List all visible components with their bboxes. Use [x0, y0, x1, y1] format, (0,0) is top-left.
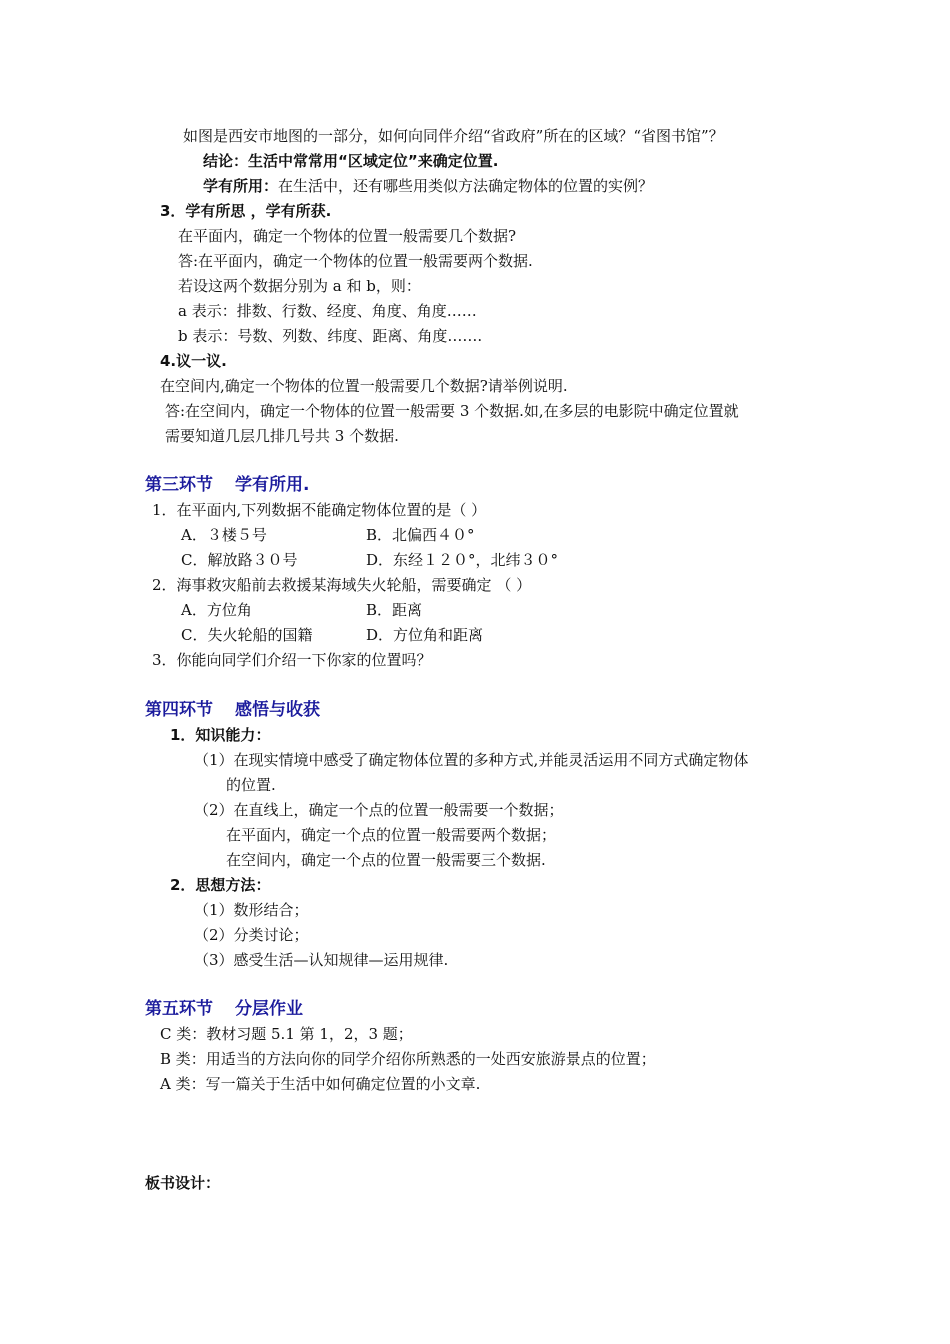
section5-heading	[145, 998, 303, 1020]
item3-title: 3．学有所思 ，学有所获.	[160, 202, 332, 220]
apply-text: 在生活中，还有哪些用类似方法确定物体的位置的实例？	[278, 177, 654, 195]
section3-heading	[145, 474, 309, 496]
section5-subtitle: 分层作业	[235, 999, 303, 1019]
section3-title: 第三环节	[145, 475, 213, 495]
map-question: 如图是西安市地图的一部分，如何向同伴介绍“省政府”所在的区域？“省图书馆”？	[183, 127, 724, 145]
section4-title: 第四环节	[145, 700, 213, 720]
s3-q1-option-b: B．北偏西４０°	[366, 526, 475, 544]
method-line: （3）感受生活—认知规律—运用规律.	[194, 951, 449, 969]
item3-line: 若设这两个数据分别为 a 和 b，则：	[178, 277, 421, 295]
section3-subtitle: 学有所用.	[235, 475, 310, 495]
s3-question-3: 3．你能向同学们介绍一下你家的位置吗？	[152, 651, 432, 669]
item3-line: 在平面内，确定一个物体的位置一般需要几个数据?	[178, 227, 517, 245]
apply-label: 学有所用：	[203, 177, 279, 195]
s3-q1-option-d: D．东经１２０°，北纬３０°	[366, 551, 559, 569]
knowledge-line: 在空间内，确定一个点的位置一般需要三个数据.	[226, 851, 546, 869]
knowledge-line: 在平面内，确定一个点的位置一般需要两个数据；	[226, 826, 557, 844]
homework-c: C 类：教材习题 5.1 第 1，2，3 题；	[160, 1025, 413, 1043]
s3-question-1: 1．在平面内,下列数据不能确定物体位置的是（ ）	[152, 501, 487, 519]
board-design-label: 板书设计：	[145, 1174, 221, 1192]
conclusion	[203, 151, 498, 171]
item4-question: 在空间内,确定一个物体的位置一般需要几个数据?请举例说明.	[160, 377, 568, 395]
item4-answer: 需要知道几层几排几号共 3 个数据.	[165, 427, 399, 445]
item3-line: b 表示：号数、列数、纬度、距离、角度…….	[178, 327, 483, 345]
s3-q1-option-c: C．解放路３０号	[181, 551, 298, 569]
knowledge-title: 1．知识能力：	[170, 726, 271, 744]
method-title: 2．思想方法：	[170, 876, 271, 894]
s3-question-2: 2．海事救灾船前去救援某海域失火轮船，需要确定 （ ）	[152, 576, 532, 594]
homework-b: B 类：用适当的方法向你的同学介绍你所熟悉的一处西安旅游景点的位置；	[160, 1050, 656, 1068]
s3-q2-option-a: A．方位角	[181, 601, 252, 619]
conclusion-text: 生活中常常用“区域定位”来确定位置.	[248, 152, 499, 170]
method-line: （1）数形结合；	[194, 901, 309, 919]
apply-question	[203, 176, 653, 196]
item4-title: 4.议一议.	[160, 352, 227, 370]
item3-line: 答:在平面内，确定一个物体的位置一般需要两个数据.	[178, 252, 533, 270]
conclusion-label: 结论：	[203, 152, 249, 170]
knowledge-line: （2）在直线上，确定一个点的位置一般需要一个数据；	[194, 801, 564, 819]
knowledge-line: 的位置.	[226, 776, 276, 794]
knowledge-line: （1）在现实情境中感受了确定物体位置的多种方式,并能灵活运用不同方式确定物体	[194, 751, 749, 769]
item3-line: a 表示：排数、行数、经度、角度、角度……	[178, 302, 477, 320]
homework-a: A 类：写一篇关于生活中如何确定位置的小文章.	[160, 1075, 481, 1093]
method-line: （2）分类讨论；	[194, 926, 309, 944]
s3-q2-option-b: B．距离	[366, 601, 423, 619]
section4-subtitle: 感悟与收获	[235, 700, 320, 720]
section4-heading	[145, 699, 320, 721]
section5-title: 第五环节	[145, 999, 213, 1019]
s3-q1-option-a: A．３楼５号	[181, 526, 267, 544]
s3-q2-option-d: D．方位角和距离	[366, 626, 484, 644]
item4-answer: 答:在空间内，确定一个物体的位置一般需要 3 个数据.如,在多层的电影院中确定位置就	[165, 402, 739, 420]
s3-q2-option-c: C．失火轮船的国籍	[181, 626, 313, 644]
